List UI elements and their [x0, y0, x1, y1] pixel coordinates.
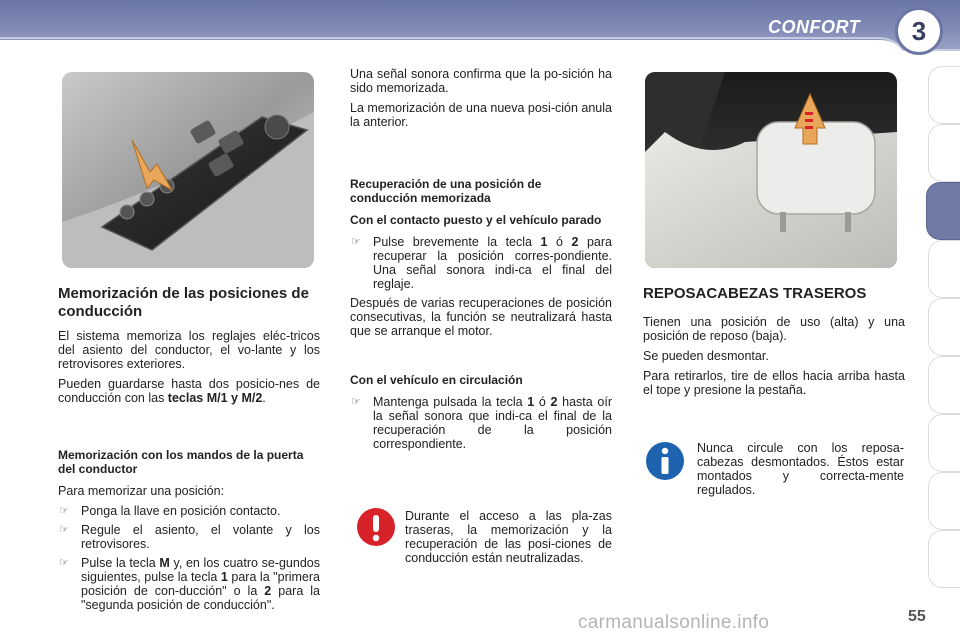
side-tab[interactable]	[928, 66, 960, 124]
text: para la "primera posición de con-ducción" o la	[81, 570, 320, 598]
text: ó	[547, 235, 572, 249]
pointing-hand-icon: ☞	[59, 505, 69, 517]
key-label: 1	[540, 235, 548, 249]
pointing-hand-icon: ☞	[351, 236, 361, 248]
side-tab[interactable]	[928, 414, 960, 472]
paragraph: Tienen una posición de uso (alta) y una posición de reposo (baja).	[643, 315, 905, 343]
key-label: M	[159, 556, 170, 570]
warning-note	[405, 509, 612, 571]
column-memorization-door	[58, 448, 320, 617]
subsection-heading: Con el contacto puesto y el vehículo parado	[350, 213, 602, 227]
section-heading: Recuperación de una posición de conducción memorizada	[350, 177, 542, 205]
list-item	[350, 235, 612, 291]
list-item	[58, 523, 320, 551]
chapter-title: CONFORT	[768, 17, 861, 37]
paragraph: Se pueden desmontar.	[643, 349, 769, 363]
text: Pulse brevemente la tecla	[373, 235, 541, 249]
paragraph: Una señal sonora confirma que la po-sición ha sido memorizada.	[350, 67, 612, 95]
list-item	[350, 395, 612, 451]
text: ó	[534, 395, 551, 409]
side-tab[interactable]	[928, 356, 960, 414]
information-icon	[645, 441, 685, 486]
info-text: Nunca circule con los reposa-cabezas desmontados. Éstos estar montados y correcta-mente regulados.	[697, 441, 904, 497]
side-tab[interactable]	[928, 298, 960, 356]
side-tab[interactable]	[928, 240, 960, 298]
column-recovery	[350, 177, 612, 344]
text: para la "segunda posición de conducción".	[81, 584, 320, 612]
paragraph	[58, 377, 320, 405]
column-recovery-driving	[350, 373, 612, 456]
section-heading: Memorización de las posiciones de conducción	[58, 285, 309, 320]
paragraph: Después de varias recuperaciones de posición consecutivas, la función se neutralizará hasta que se arranque el motor.	[350, 296, 612, 338]
list-item	[58, 556, 320, 612]
page-number: 55	[908, 608, 926, 625]
subsection-heading: Con el vehículo en circulación	[350, 373, 523, 387]
paragraph: Para memorizar una posición:	[58, 484, 225, 498]
section-heading: REPOSACABEZAS TRASEROS	[643, 285, 867, 302]
text: Pulse la tecla	[81, 556, 160, 570]
chapter-side-tabs	[928, 66, 960, 574]
text: Ponga la llave en posición contacto.	[81, 504, 281, 518]
text: y, en los cuatro se-gundos siguientes, pulse la tecla	[81, 556, 320, 584]
key-label: 1	[220, 570, 228, 584]
pointing-hand-icon: ☞	[59, 557, 69, 569]
text: Pueden guardarse hasta dos posicio-nes de conducción con las	[58, 377, 320, 405]
key-label: 2	[571, 235, 579, 249]
subsection-heading: Memorización con los mandos de la puerta del conductor	[58, 448, 304, 476]
text: hasta oír la señal sonora que indi-ca el final de la recuperación de la posición correspondiente.	[373, 395, 612, 451]
key-label: 2	[550, 395, 558, 409]
pointing-hand-icon: ☞	[351, 396, 361, 408]
paragraph: El sistema memoriza los reglajes eléc-tricos del asiento del conductor, el vo-lante y los retrovisores exteriores.	[58, 329, 320, 371]
pointing-hand-icon: ☞	[59, 524, 69, 536]
warning-text: Durante el acceso a las pla-zas traseras, la memorización y la recuperación de las posi-ciones de conducción están neutralizadas.	[405, 509, 612, 565]
rear-headrest-photo	[645, 72, 897, 268]
chapter-number-badge: 3	[895, 7, 943, 55]
side-tab[interactable]	[928, 124, 960, 182]
column-memorization	[58, 285, 320, 411]
key-label: teclas M/1 y M/2	[167, 391, 263, 405]
side-tab[interactable]	[928, 472, 960, 530]
side-tab-active[interactable]	[926, 182, 960, 240]
watermark: carmanualsonline.info	[578, 612, 770, 633]
text: para recuperar la posición corres-pondiente. Una señal sonora indi-ca el final del reglaje.	[373, 235, 612, 291]
door-memory-switch-photo	[62, 72, 314, 268]
key-label: 1	[527, 395, 535, 409]
text: Mantenga pulsada la tecla	[373, 395, 528, 409]
side-tab[interactable]	[928, 530, 960, 588]
text: Regule el asiento, el volante y los retrovisores.	[81, 523, 320, 551]
paragraph: La memorización de una nueva posi-ción anula la anterior.	[350, 101, 612, 129]
column-recovery-top	[350, 67, 612, 135]
list-item	[58, 504, 320, 518]
column-rear-headrests	[643, 285, 905, 403]
text: .	[262, 391, 266, 405]
key-label: 2	[264, 584, 272, 598]
exclamation-warning-icon	[356, 507, 396, 552]
paragraph: Para retirarlos, tire de ellos hacia arriba hasta el tope y presione la pestaña.	[643, 369, 905, 397]
info-note	[697, 441, 904, 503]
